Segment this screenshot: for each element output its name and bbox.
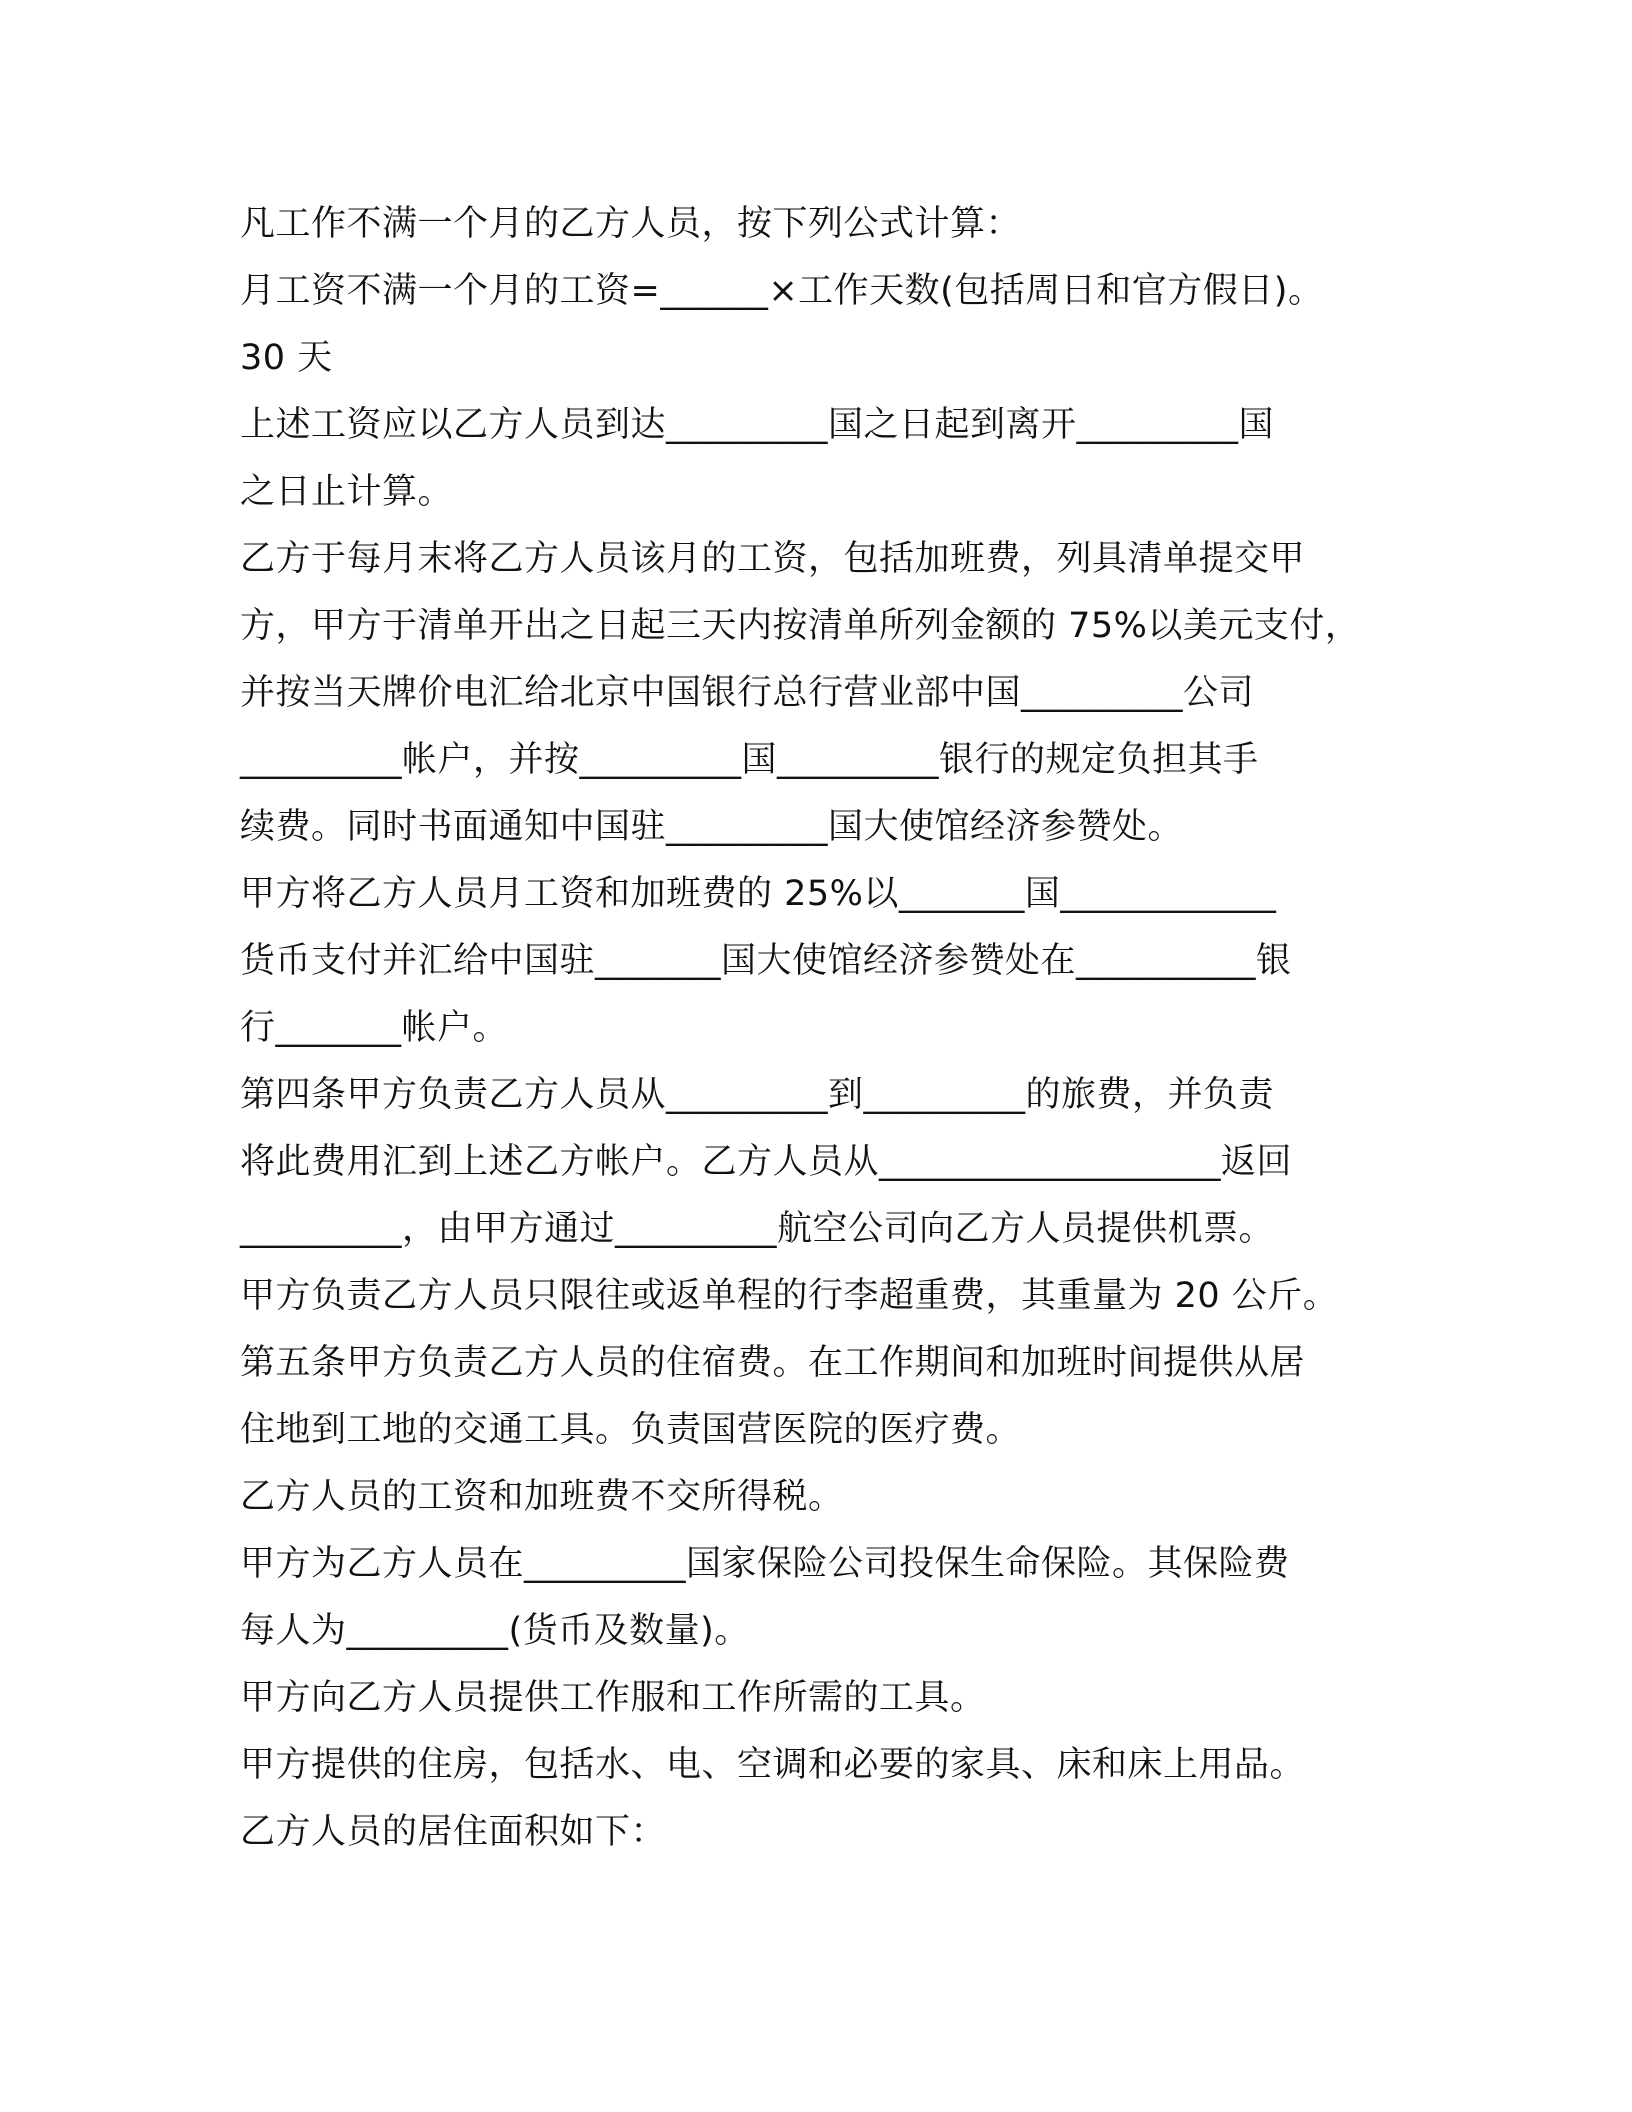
text-line: 行_______帐户。 <box>240 1008 509 1048</box>
text-line: 甲方将乙方人员月工资和加班费的 25%以_______国____________ <box>240 874 1277 914</box>
text-line: 凡工作不满一个月的乙方人员，按下列公式计算： <box>240 204 1022 244</box>
text-line: 第四条甲方负责乙方人员从_________到_________的旅费，并负责 <box>240 1075 1275 1115</box>
text-line: 甲方为乙方人员在_________国家保险公司投保生命保险。其保险费 <box>240 1544 1290 1584</box>
text-line: 将此费用汇到上述乙方帐户。乙方人员从___________________返回 <box>240 1142 1293 1182</box>
text-line: 方，甲方于清单开出之日起三天内按清单所列金额的 75%以美元支付， <box>240 606 1361 646</box>
text-line: 甲方提供的住房，包括水、电、空调和必要的家具、床和床上用品。 <box>240 1745 1306 1785</box>
text-line: 第五条甲方负责乙方人员的住宿费。在工作期间和加班时间提供从居 <box>240 1343 1306 1383</box>
text-line: 甲方向乙方人员提供工作服和工作所需的工具。 <box>240 1678 986 1718</box>
text-line: 上述工资应以乙方人员到达_________国之日起到离开_________国 <box>240 405 1275 445</box>
text-line: 乙方人员的居住面积如下： <box>240 1812 667 1852</box>
text-line: _________，由甲方通过_________航空公司向乙方人员提供机票。 <box>240 1209 1275 1249</box>
text-line: 住地到工地的交通工具。负责国营医院的医疗费。 <box>240 1410 1022 1450</box>
text-line: 每人为_________(货币及数量)。 <box>240 1611 750 1651</box>
text-line: 30 天 <box>240 338 333 378</box>
document-body <box>240 191 1400 1866</box>
text-line: 货币支付并汇给中国驻_______国大使馆经济参赞处在__________银 <box>240 941 1292 981</box>
text-line: _________帐户，并按_________国_________银行的规定负担其手 <box>240 740 1259 780</box>
text-line: 乙方人员的工资和加班费不交所得税。 <box>240 1477 844 1517</box>
text-line: 之日止计算。 <box>240 472 454 512</box>
text-line: 乙方于每月末将乙方人员该月的工资，包括加班费，列具清单提交甲 <box>240 539 1306 579</box>
text-line: 续费。同时书面通知中国驻_________国大使馆经济参赞处。 <box>240 807 1184 847</box>
text-line: 月工资不满一个月的工资=______×工作天数(包括周日和官方假日)。 <box>240 271 1324 311</box>
text-line: 甲方负责乙方人员只限往或返单程的行李超重费，其重量为 20 公斤。 <box>240 1276 1339 1316</box>
text-line: 并按当天牌价电汇给北京中国银行总行营业部中国_________公司 <box>240 673 1255 713</box>
